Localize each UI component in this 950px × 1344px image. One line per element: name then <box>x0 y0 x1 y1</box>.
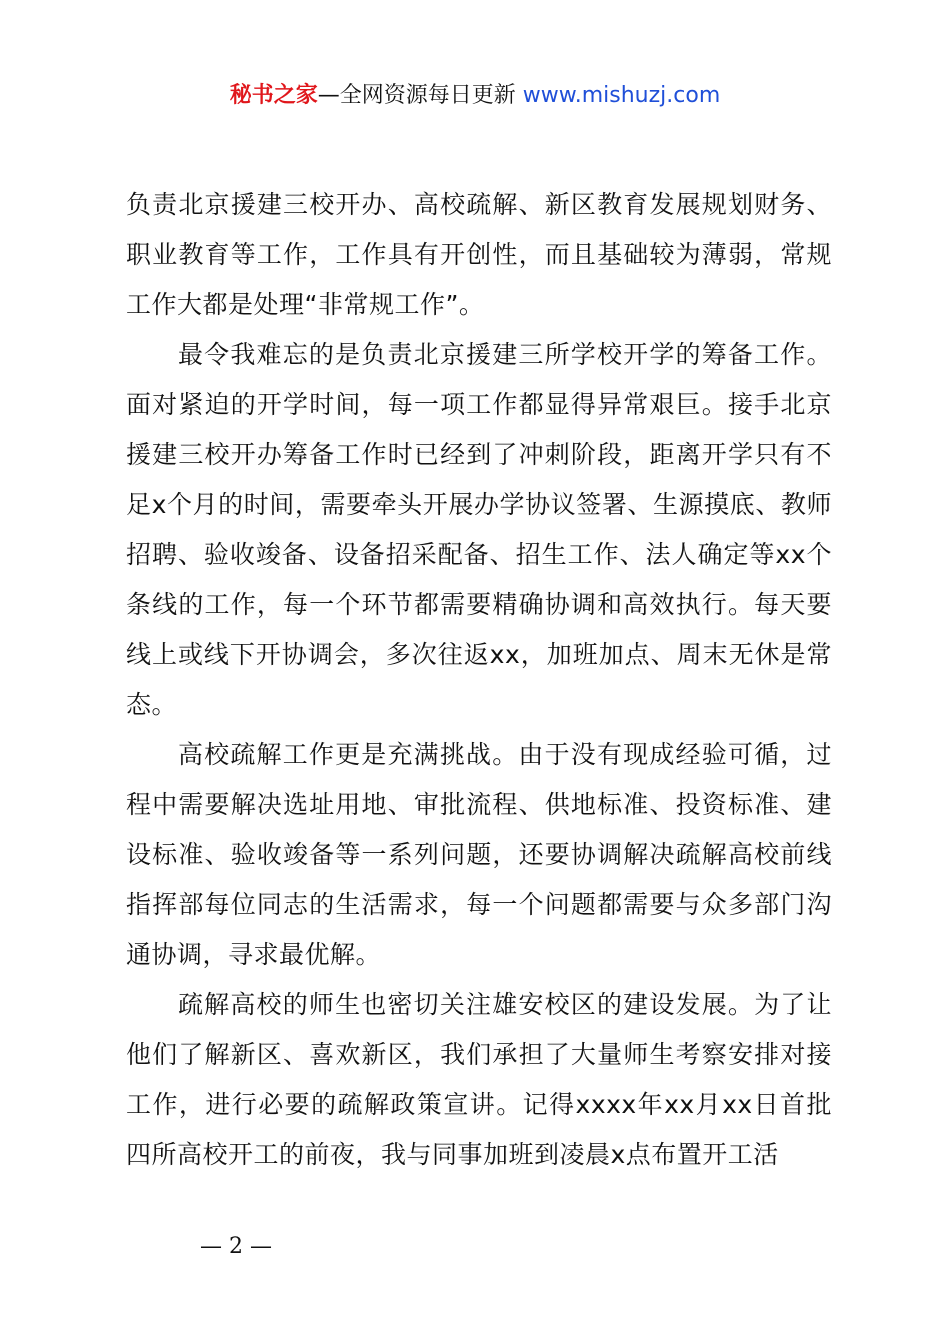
site-url-link[interactable]: www.mishuzj.com <box>522 83 721 108</box>
page-number: — 2 — <box>200 1234 272 1259</box>
paragraph-2: 最令我难忘的是负责北京援建三所学校开学的筹备工作。面对紧迫的开学时间，每一项工作都显得异常艰巨。接手北京援建三校开办筹备工作时已经到了冲刺阶段，距离开学只有不足x个月的时间，需要牵头开展办学协议签署、生源摸底、教师招聘、验收竣备、设备招采配备、招生工作、法人确定等xx个条线的工作，每一个环节都需要精确协调和高效执行。每天要线上或线下开协调会，多次往返xx，加班加点、周末无休是常态。 <box>126 340 832 719</box>
paragraph-3: 高校疏解工作更是充满挑战。由于没有现成经验可循，过程中需要解决选址用地、审批流程、供地标准、投资标准、建设标准、验收竣备等一系列问题，还要协调解决疏解高校前线指挥部每位同志的生活需求，每一个问题都需要与众多部门沟通协调，寻求最优解。 <box>126 740 832 969</box>
site-tagline: —全网资源每日更新 <box>317 83 516 108</box>
site-brand: 秘书之家 <box>229 83 318 108</box>
site-header <box>0 80 950 112</box>
paragraph-4: 疏解高校的师生也密切关注雄安校区的建设发展。为了让他们了解新区、喜欢新区，我们承担了大量师生考察安排对接工作，进行必要的疏解政策宣讲。记得xxxx年xx月xx日首批四所高校开工的前夜，我与同事加班到凌晨x点布置开工活 <box>126 990 832 1169</box>
document-body <box>126 180 832 1180</box>
paragraph-1: 负责北京援建三校开办、高校疏解、新区教育发展规划财务、职业教育等工作，工作具有开创性，而且基础较为薄弱，常规工作大都是处理“非常规工作”。 <box>126 190 832 319</box>
